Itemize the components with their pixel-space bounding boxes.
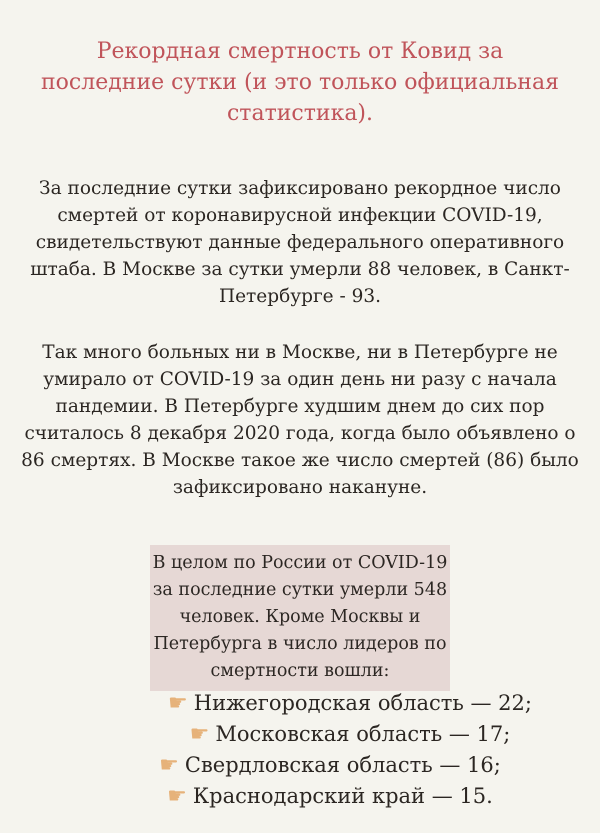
list-item — [0, 688, 600, 719]
list-item-text: Нижегородская область — 22; — [193, 691, 532, 715]
list-item — [0, 781, 600, 812]
pointing-hand-icon: ☛ — [159, 753, 179, 778]
pointing-hand-icon: ☛ — [168, 691, 188, 716]
post-title: Рекордная смертность от Ковид за последние сутки (и это только официальная статистика). — [41, 39, 559, 126]
highlight-box: В целом по России от COVID-19 за последние сутки умерли 548 человек. Кроме Москвы и Петербурга в число лидеров по смертности вошли: — [150, 545, 450, 691]
pointing-hand-icon: ☛ — [189, 722, 210, 747]
pointing-hand-icon: ☛ — [167, 784, 187, 809]
list-item-text: Московская область — 17; — [215, 722, 511, 746]
paragraph-record-deaths: За последние сутки зафиксировано рекордное число смертей от коронавирусной инфекции COVID-19, свидетельствуют данные федерального оперативного штаба. В Москве за сутки умерли 88 человек, в Санкт-Петербурге - 93. — [30, 178, 570, 307]
list-item — [0, 719, 600, 750]
list-item-text: Краснодарский край — 15. — [192, 784, 493, 808]
paragraph-pandemic-comparison: Так много больных ни в Москве, ни в Петербурге не умирало от COVID-19 за один день ни разу с начала пандемии. В Петербурге худшим днем до сих пор считалось 8 декабря 2020 года, когда было объявлено о 86 смертях. В Москве такое же число смертей (86) было зафиксировано накануне. — [21, 342, 579, 498]
list-item-text: Свердловская область — 16; — [184, 753, 501, 777]
list-item — [0, 750, 600, 781]
regions-list — [0, 688, 600, 812]
